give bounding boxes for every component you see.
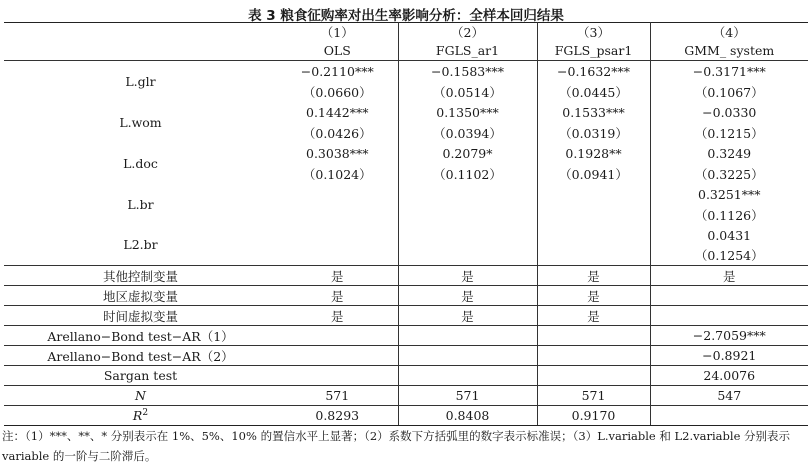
variable-label: L.wom (119, 114, 162, 130)
r2-cell: 0.8293 (277, 406, 398, 426)
se-cell: （0.0426） (277, 123, 398, 143)
coef-cell: 0.1350*** (398, 102, 537, 123)
n-row (4, 386, 808, 406)
column-method: FGLS_ar1 (398, 42, 537, 61)
coef-cell: 0.3249 (707, 145, 752, 161)
control-label: 时间虚拟变量 (4, 306, 277, 326)
header-blank (4, 23, 277, 42)
test-cell (398, 326, 537, 346)
control-cell: 是 (277, 286, 398, 306)
control-cell: 是 (277, 306, 398, 326)
test-cell (277, 326, 398, 346)
control-cell: 是 (537, 286, 650, 306)
coef-cell: −0.1632*** (537, 61, 650, 82)
test-row (4, 366, 808, 386)
control-cell: 是 (277, 266, 398, 286)
variable-label: L.glr (125, 73, 156, 89)
se-cell (398, 246, 537, 266)
coef-cell: 0.1928** (537, 143, 650, 164)
test-cell: −0.8921 (650, 346, 808, 366)
test-cell: 24.0076 (650, 366, 808, 386)
r2-cell (650, 406, 808, 426)
coef-cell: −0.0330 (702, 104, 757, 120)
variable-label: L.doc (123, 155, 158, 171)
column-number: （3） (537, 23, 650, 42)
test-cell (277, 346, 398, 366)
coef-cell (277, 225, 398, 246)
coef-row (4, 61, 808, 82)
r2-letter: R (132, 408, 143, 424)
test-cell (398, 366, 537, 386)
control-cell: 是 (398, 306, 537, 326)
column-number: （2） (398, 23, 537, 42)
column-number: （1） (277, 23, 398, 42)
coef-cell: 0.1442*** (277, 102, 398, 123)
control-row (4, 306, 808, 326)
n-cell: 571 (537, 386, 650, 406)
test-label: Arellano−Bond test−AR（1） (4, 326, 277, 346)
se-cell: （0.1215） (694, 125, 764, 141)
se-cell: （0.1102） (398, 164, 537, 184)
control-cell: 是 (537, 306, 650, 326)
table-note: 注：（1）***、**、* 分别表示在 1%、5%、10% 的置信水平上显著；（2）系数下方括弧里的数字表示标准误；（3）L.variable 和 L2.variable 分别表示 variable 的一阶与二阶滞后。 (2, 429, 791, 463)
se-cell: （0.1067） (694, 84, 764, 100)
control-cell (650, 286, 808, 306)
test-cell (537, 366, 650, 386)
coef-cell: 0.0431 (707, 227, 752, 243)
column-method: FGLS_psar1 (537, 42, 650, 61)
control-row (4, 286, 808, 306)
coef-row (4, 225, 808, 246)
n-label: N (4, 386, 277, 406)
header-method-row (4, 42, 808, 61)
coef-cell (537, 184, 650, 205)
coef-cell: 0.3038*** (277, 143, 398, 164)
header-blank (4, 42, 277, 61)
column-method: GMM_ system (650, 42, 808, 61)
r2-row (4, 406, 808, 426)
test-cell: −2.7059*** (650, 326, 808, 346)
se-cell: （0.0319） (537, 123, 650, 143)
regression-table (4, 22, 808, 426)
coef-row (4, 143, 808, 164)
test-cell (277, 366, 398, 386)
coef-cell (277, 184, 398, 205)
coef-row (4, 184, 808, 205)
test-cell (537, 326, 650, 346)
control-cell (650, 306, 808, 326)
test-cell (537, 346, 650, 366)
se-cell: （0.1254） (650, 246, 808, 266)
se-cell: （0.0660） (277, 82, 398, 102)
r2-superscript: 2 (142, 407, 149, 418)
r2-label (4, 406, 277, 426)
se-cell (277, 205, 398, 225)
control-label: 地区虚拟变量 (4, 286, 277, 306)
column-number: （4） (650, 23, 808, 42)
coef-cell: 0.2079* (398, 143, 537, 164)
coef-cell (398, 184, 537, 205)
test-cell (398, 346, 537, 366)
coef-cell: −0.2110*** (277, 61, 398, 82)
coef-cell: 0.1533*** (537, 102, 650, 123)
se-cell (537, 246, 650, 266)
control-row (4, 266, 808, 286)
se-cell: （0.3225） (694, 166, 764, 182)
coef-cell: −0.1583*** (398, 61, 537, 82)
n-cell: 571 (277, 386, 398, 406)
control-label: 其他控制变量 (4, 266, 277, 286)
test-label: Arellano−Bond test−AR（2） (4, 346, 277, 366)
header-number-row (4, 23, 808, 42)
se-cell: （0.0445） (537, 82, 650, 102)
se-cell: （0.0394） (398, 123, 537, 143)
se-cell: （0.0514） (398, 82, 537, 102)
se-cell (398, 205, 537, 225)
n-cell: 547 (650, 386, 808, 406)
se-cell: （0.0941） (537, 164, 650, 184)
control-cell: 是 (537, 266, 650, 286)
variable-label: L.br (127, 196, 154, 212)
r2-cell: 0.9170 (537, 406, 650, 426)
table-title: 表 3 粮食征购率对出生率影响分析：全样本回归结果 (248, 8, 564, 24)
coef-cell: −0.3171*** (692, 63, 766, 79)
test-row (4, 326, 808, 346)
n-cell: 571 (398, 386, 537, 406)
coef-cell (398, 225, 537, 246)
se-cell: （0.1024） (277, 164, 398, 184)
control-cell: 是 (398, 266, 537, 286)
test-row (4, 346, 808, 366)
r2-cell: 0.8408 (398, 406, 537, 426)
se-cell: （0.1126） (694, 207, 764, 223)
se-cell (537, 205, 650, 225)
se-cell (277, 246, 398, 266)
column-method: OLS (277, 42, 398, 61)
coef-row (4, 102, 808, 123)
coef-cell (537, 225, 650, 246)
control-cell: 是 (398, 286, 537, 306)
coef-cell: 0.3251*** (698, 186, 761, 202)
test-label: Sargan test (4, 366, 277, 386)
variable-label: L2.br (4, 225, 277, 266)
control-cell: 是 (650, 266, 808, 286)
